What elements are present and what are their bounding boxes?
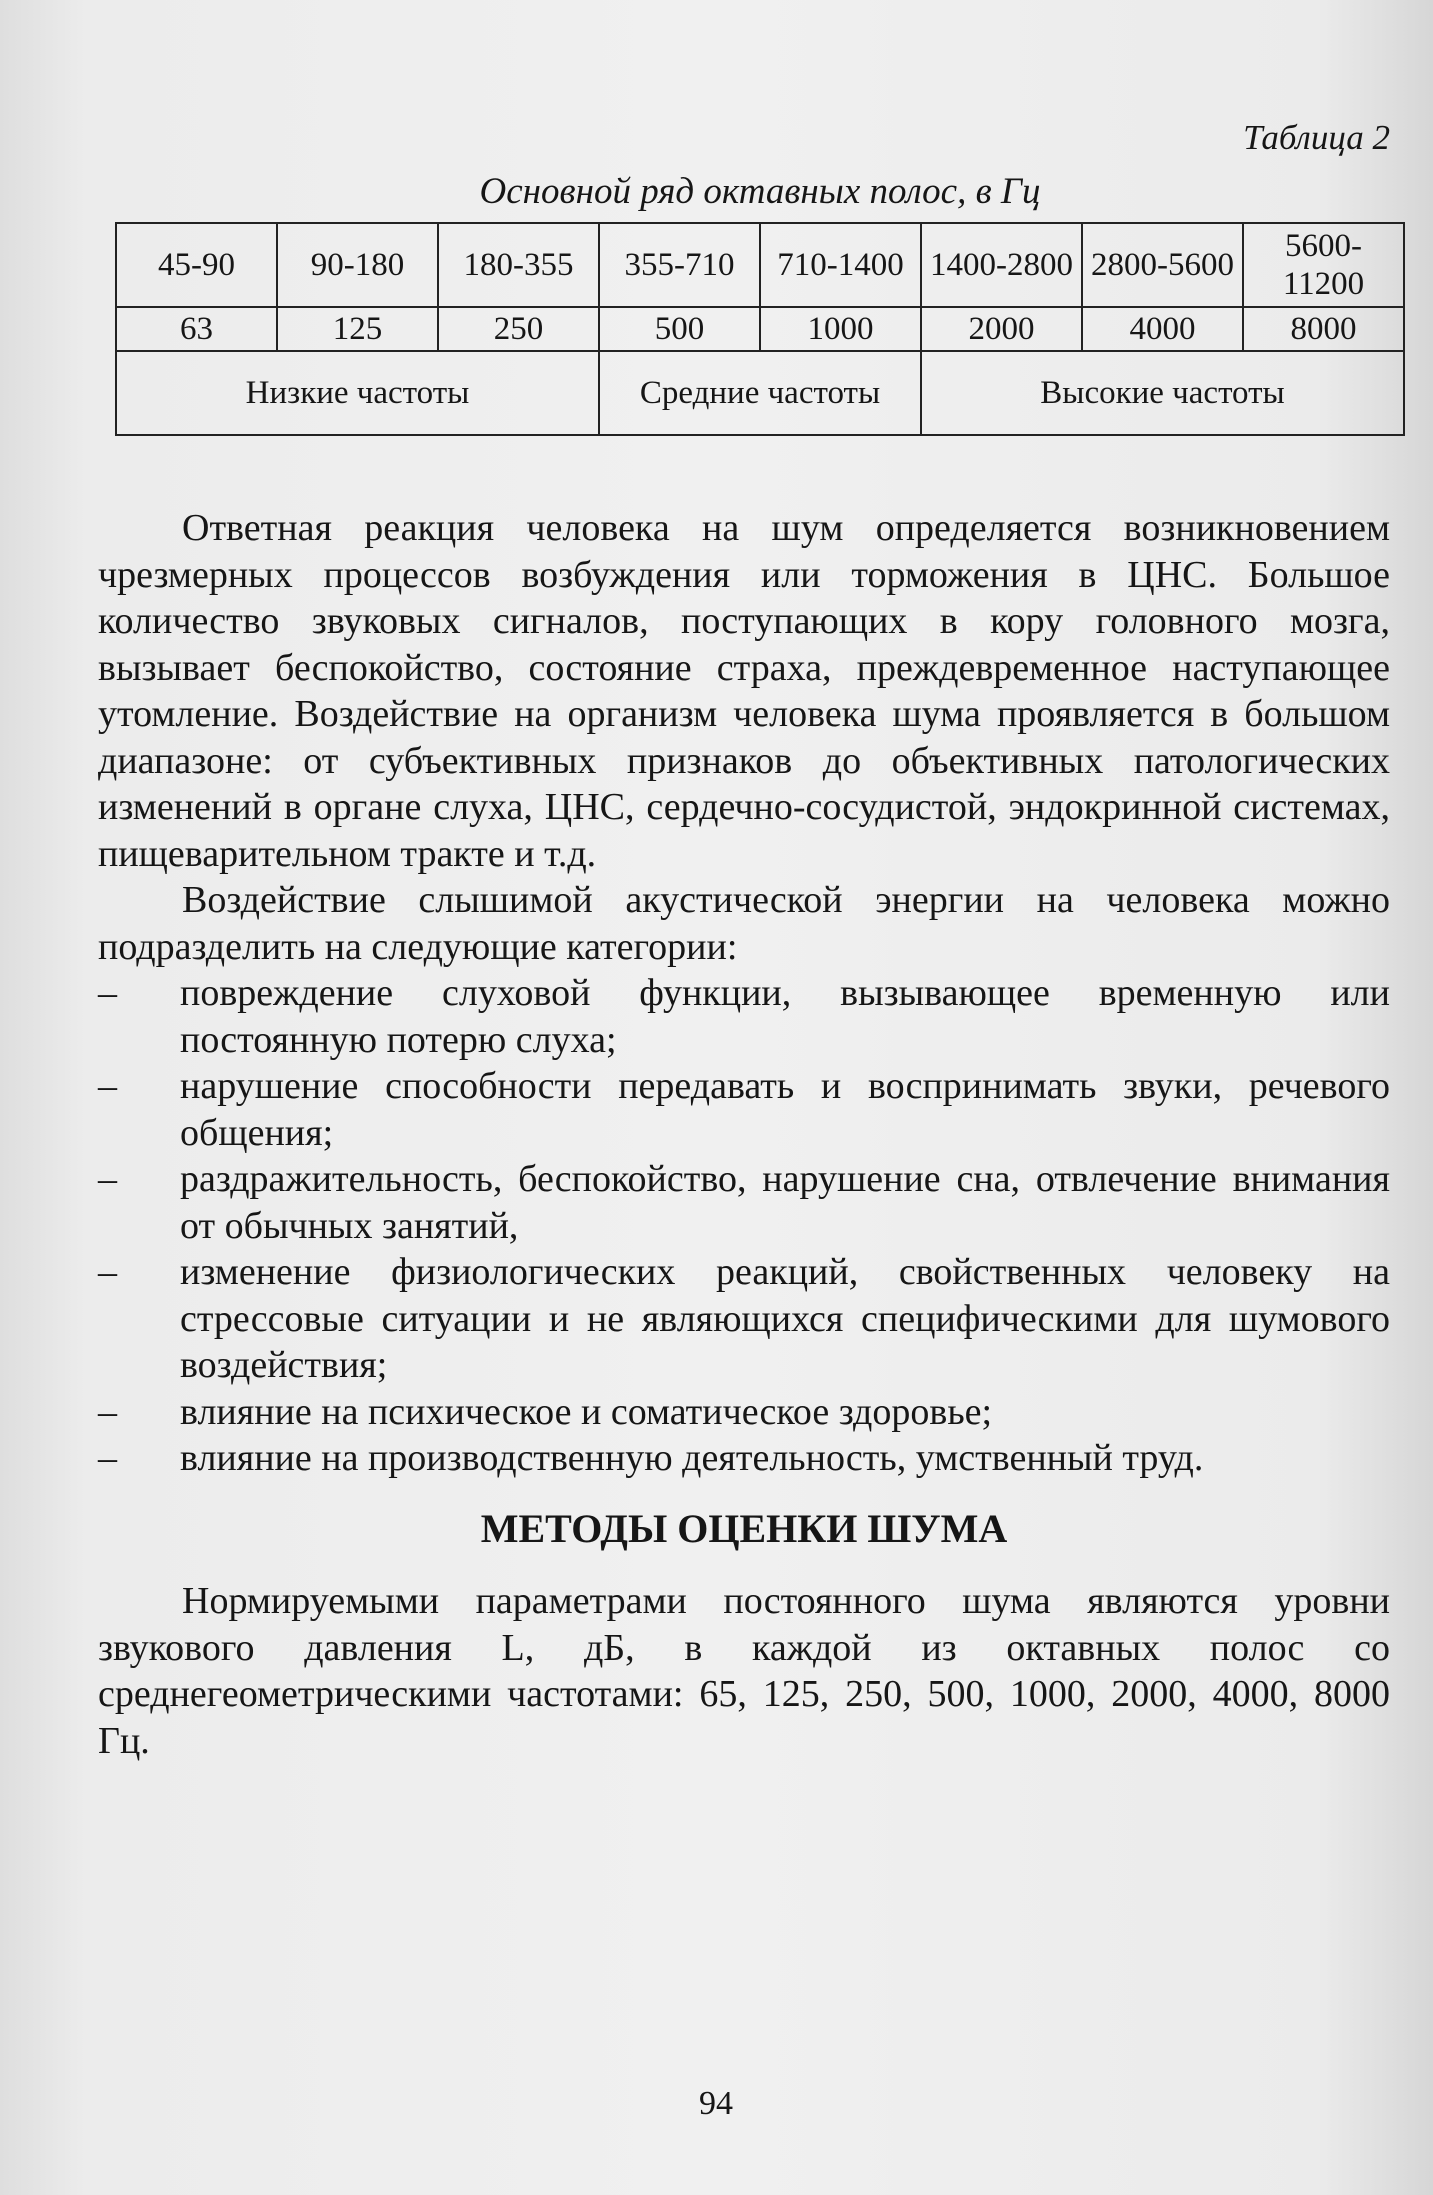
band-cell: 1400-2800 <box>921 223 1082 307</box>
frequency-cell: 4000 <box>1082 307 1243 351</box>
paragraph: Нормируемыми параметрами постоянного шума являются уровни звукового давления L, дБ, в каждой из октавных полос со среднегеометрическими частотами: 65, 125, 250, 500, 1000, 2000, 4000, 8000 Гц. <box>98 1580 1390 1762</box>
frequency-cell: 8000 <box>1243 307 1404 351</box>
frequency-cell: 63 <box>116 307 277 351</box>
group-cell-middle: Средние частоты <box>599 351 921 435</box>
frequency-cell: 500 <box>599 307 760 351</box>
table-row-center-frequencies <box>116 307 1404 351</box>
list-item <box>98 1063 1390 1156</box>
list-dash: – <box>98 1065 117 1107</box>
band-cell: 90-180 <box>277 223 438 307</box>
list-item-text: влияние на производственную деятельность, умственный труд. <box>180 1437 1204 1479</box>
list-item <box>98 970 1390 1063</box>
table-title: Основной ряд октавных полос, в Гц <box>479 171 1041 212</box>
list-item <box>98 1435 1390 1482</box>
paragraph: Ответная реакция человека на шум определяется возникновением чрезмерных процессов возбуждения или торможения в ЦНС. Большое количество звуковых сигналов, поступающих в кору головного мозга, вызывает беспокойство, состояние страха, преждевременное наступающее утомление. Воздействие на организм человека шума проявляется в большом диапазоне: от субъективных признаков до объективных патологических изменений в органе слуха, ЦНС, сердечно-сосудистой, эндокринной системах, пищеварительном тракте и т.д. <box>98 507 1390 875</box>
main-text <box>98 505 1390 1764</box>
list-item <box>98 1156 1390 1249</box>
list-item <box>98 1389 1390 1436</box>
octave-bands-table <box>115 222 1405 436</box>
list-item <box>98 1249 1390 1389</box>
categories-list <box>98 970 1390 1482</box>
band-cell: 5600-11200 <box>1243 223 1404 307</box>
list-item-text: раздражительность, беспокойство, нарушение сна, отвлечение внимания от обычных занятий, <box>180 1158 1390 1247</box>
list-item-text: влияние на психическое и соматическое здоровье; <box>180 1390 993 1433</box>
section-heading: МЕТОДЫ ОЦЕНКИ ШУМА <box>480 1505 1008 1551</box>
table-row-frequency-groups <box>116 351 1404 435</box>
frequency-cell: 2000 <box>921 307 1082 351</box>
list-dash: – <box>98 1437 117 1479</box>
frequency-cell: 250 <box>438 307 599 351</box>
band-cell: 180-355 <box>438 223 599 307</box>
paragraph: Воздействие слышимой акустической энергии на человека можно подразделить на следующие категории: <box>98 879 1390 968</box>
frequency-cell: 125 <box>277 307 438 351</box>
band-cell: 710-1400 <box>760 223 921 307</box>
band-cell: 2800-5600 <box>1082 223 1243 307</box>
list-item-text: изменение физиологических реакций, свойственных человеку на стрессовые ситуации и не являющихся специфическими для шумового воздействия; <box>180 1251 1390 1386</box>
group-cell-high: Высокие частоты <box>921 351 1404 435</box>
list-item-text: нарушение способности передавать и воспринимать звуки, речевого общения; <box>180 1065 1390 1154</box>
group-cell-low: Низкие частоты <box>116 351 599 435</box>
band-cell: 45-90 <box>116 223 277 307</box>
list-dash: – <box>98 1251 117 1293</box>
page-number: 94 <box>699 2085 733 2122</box>
list-dash: – <box>98 972 117 1014</box>
list-dash: – <box>98 1390 117 1433</box>
table-caption: Таблица 2 <box>1243 118 1390 157</box>
list-item-text: повреждение слуховой функции, вызывающее временную или постоянную потерю слуха; <box>180 972 1390 1061</box>
table-row-bands <box>116 223 1404 307</box>
frequency-cell: 1000 <box>760 307 921 351</box>
list-dash: – <box>98 1158 117 1200</box>
band-cell: 355-710 <box>599 223 760 307</box>
